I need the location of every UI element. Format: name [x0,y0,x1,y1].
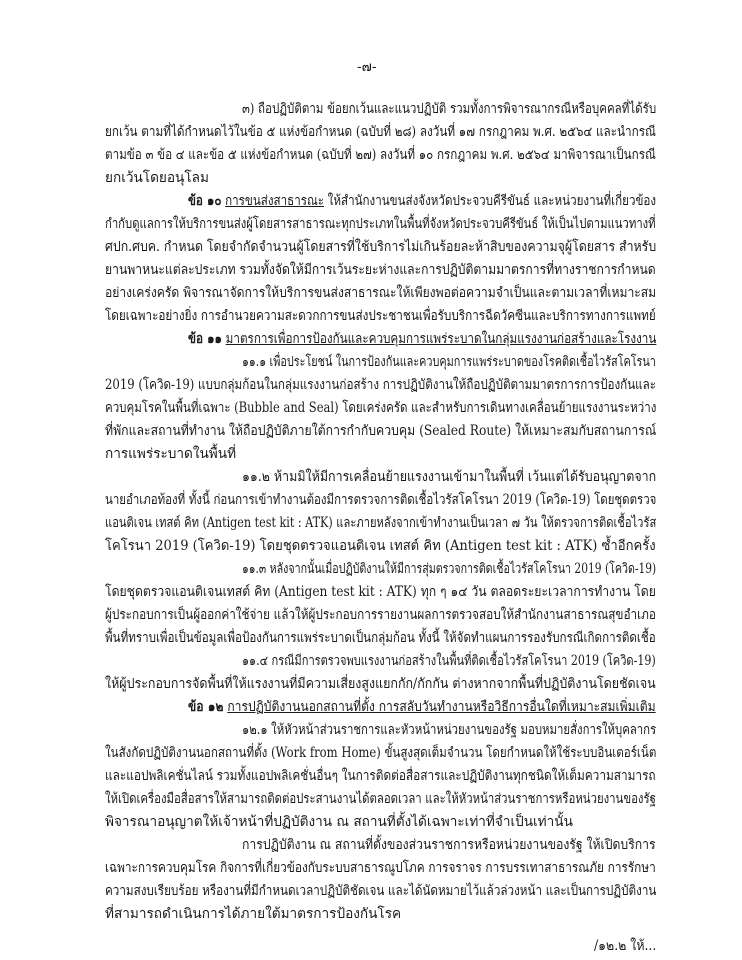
paragraph-line: การปฏิบัติงาน ณ สถานที่ตั้งของส่วนราชการหรือหน่วยงานของรัฐ ให้เปิดบริการ [242,837,656,853]
section-11-label: ข้อ ๑๑ [188,331,222,347]
paragraph-line: ๓) ถือปฏิบัติตาม ข้อยกเว้นและแนวปฏิบัติ รวมทั้งการพิจารณากรณีหรือบุคคลที่ได้รับ [242,101,657,117]
section-10-first-rest: ให้สำนักงานขนส่งจังหวัดประจวบคีรีขันธ์ และหน่วยงานที่เกี่ยวข้อง [323,193,657,209]
paragraph-line: และแอปพลิเคชั่นไลน์ รวมทั้งแอปพลิเคชั่นอื่นๆ ในการติดต่อสื่อสารและปฏิบัติงานทุกชนิดให้เต็มความสามารถ [105,768,656,784]
paragraph-line: โดยเฉพาะอย่างยิ่ง การอำนวยความสะดวกการขนส่งประชาชนเพื่อรับบริการฉีดวัคซีนและบริการทางการแพทย์ [105,308,656,324]
paragraph-line: ยกเว้นโดยอนุโลม [105,170,209,186]
paragraph-line: 2019 (โควิด-19) แบบกลุ่มก้อนในกลุ่มแรงงานก่อสร้าง การปฏิบัติงานให้ถือปฏิบัติตามมาตรการการป้องกันและ [105,377,657,393]
paragraph-line: ๑๑.๔ กรณีมีการตรวจพบแรงงานก่อสร้างในพื้นที่ติดเชื้อไวรัสโคโรนา 2019 (โควิด-19) [242,653,656,669]
paragraph-line: ที่พักและสถานที่ทำงาน ให้ถือปฏิบัติภายใต้การกำกับควบคุม (Sealed Route) ให้เหมาะสมกับสถานการณ์ [105,423,657,439]
paragraph-line: ควบคุมโรคในพื้นที่เฉพาะ (Bubble and Seal) โดยเคร่งครัด และสำหรับการเดินทางเคลื่อนย้ายแรงงานระหว่าง [105,400,657,416]
paragraph-line: โดยชุดตรวจแอนติเจนเทสต์ คิท (Antigen test kit : ATK) ทุก ๆ ๑๔ วัน ตลอดระยะเวลาการทำงาน โดย [105,584,656,600]
paragraph-line: ยกเว้น ตามที่ได้กำหนดไว้ในข้อ ๕ แห่งข้อกำหนด (ฉบับที่ ๒๘) ลงวันที่ ๑๗ กรกฎาคม พ.ศ. ๒๕๖๔ และนำกรณี [105,124,656,140]
section-10-heading: การขนส่งสาธารณะ [225,193,324,209]
paragraph-line: โคโรนา 2019 (โควิด-19) โดยชุดตรวจแอนติเจน เทสต์ คิท (Antigen test kit : ATK) ซ้ำอีกครั้ง [105,538,656,554]
paragraph-line: ให้เปิดเครื่องมือสื่อสารให้สามารถติดต่อประสานงานได้ตลอดเวลา และให้หัวหน้าส่วนราชการหรือหน่วยงานของรัฐ [105,791,656,807]
paragraph-line: พิจารณาอนุญาตให้เจ้าหน้าที่ปฏิบัติงาน ณ สถานที่ตั้งได้เฉพาะเท่าที่จำเป็นเท่านั้น [105,814,573,830]
paragraph-line: การแพร่ระบาดในพื้นที่ [105,446,237,462]
section-10-label: ข้อ ๑๐ [188,193,222,209]
paragraph-line: ให้ผู้ประกอบการจัดพื้นที่ให้แรงงานที่มีความเสี่ยงสูงแยกกัก/กักกัน ต่างหากจากพื้นที่ปฏิบัติงานโดยชัดเจน [105,676,656,692]
paragraph-line: ศปก.ศบค. กำหนด โดยจำกัดจำนวนผู้โดยสารที่ใช้บริการไม่เกินร้อยละห้าสิบของความจุผู้โดยสาร สำหรับ [105,239,657,255]
paragraph-line: ตามข้อ ๓ ข้อ ๔ และข้อ ๕ แห่งข้อกำหนด (ฉบับที่ ๒๗) ลงวันที่ ๑๐ กรกฎาคม พ.ศ. ๒๕๖๔ มาพิจารณาเป็นกรณี [105,147,656,163]
paragraph-line: อย่างเคร่งครัด พิจารณาจัดการให้บริการขนส่งสาธารณะให้เพียงพอต่อความจำเป็นและตามเวลาที่เหมาะสม [105,285,657,301]
section-12-first-line [188,698,656,716]
paragraph-line: ยานพาหนะแต่ละประเภท รวมทั้งจัดให้มีการเว้นระยะห่างและการปฏิบัติตามมาตรการที่ทางราชการกำหนด [105,262,656,278]
page-number: -๗- [357,59,377,75]
section-11-first-line [188,330,656,348]
section-12-label: ข้อ ๑๒ [188,699,224,715]
paragraph-line: ในสังกัดปฏิบัติงานนอกสถานที่ตั้ง (Work from Home) ขั้นสูงสุดเต็มจำนวน โดยกำหนดให้ใช้ระบบอินเตอร์เน็ต [105,745,657,761]
paragraph-line: ๑๒.๑ ให้หัวหน้าส่วนราชการและหัวหน้าหน่วยงานของรัฐ มอบหมายสั่งการให้บุคลากร [242,722,657,738]
paragraph-line: ๑๑.๒ ห้ามมิให้มีการเคลื่อนย้ายแรงงานเข้ามาในพื้นที่ เว้นแต่ได้รับอนุญาตจาก [242,469,657,485]
section-12-heading: การปฏิบัติงานนอกสถานที่ตั้ง การสลับวันทำงานหรือวิธีการอื่นใดที่เหมาะสมเพิ่มเติม [227,699,656,715]
paragraph-line: ความสงบเรียบร้อย หรืองานที่มีกำหนดเวลาปฏิบัติชัดเจน และได้นัดหมายไว้แล้วล่วงหน้า และเป็นการปฏิบัติงาน [105,883,657,899]
paragraph-line: เฉพาะการควบคุมโรค กิจการที่เกี่ยวข้องกับระบบสาธารณูปโภค การจราจร การบรรเทาสาธารณภัย การรักษา [105,860,656,876]
paragraph-line: แอนติเจน เทสต์ คิท (Antigen test kit : ATK) และภายหลังจากเข้าทำงานเป็นเวลา ๗ วัน ให้ตรวจการติดเชื้อไวรัส [105,515,657,531]
paragraph-line: ที่สามารถดำเนินการได้ภายใต้มาตรการป้องกันโรค [105,906,402,922]
continuation-marker: /๑๒.๒ ให้... [594,938,657,954]
paragraph-line: นายอำเภอท้องที่ ทั้งนี้ ก่อนการเข้าทำงานต้องมีการตรวจการติดเชื้อไวรัสโคโรนา 2019 (โควิด-19) โดยชุดตรวจ [105,492,657,508]
paragraph-line: พื้นที่ทราบเพื่อเป็นข้อมูลเพื่อป้องกันการแพร่ระบาดเป็นกลุ่มก้อน ทั้งนี้ ให้จัดทำแผนการรองรับกรณีเกิดการติดเชื้อ [105,630,656,646]
paragraph-line: ผู้ประกอบการเป็นผู้ออกค่าใช้จ่าย แล้วให้ผู้ประกอบการรายงานผลการตรวจสอบให้สำนักงานสาธารณสุขอำเภอ [105,607,656,623]
paragraph-line: ๑๑.๑ เพื่อประโยชน์ ในการป้องกันและควบคุมการแพร่ระบาดของโรคติดเชื้อไวรัสโคโรนา [242,354,656,370]
paragraph-line: ๑๑.๓ หลังจากนั้นเมื่อปฏิบัติงานให้มีการสุ่มตรวจการติดเชื้อไวรัสโคโรนา 2019 (โควิด-19) [242,561,657,577]
section-11-heading: มาตรการเพื่อการป้องกันและควบคุมการแพร่ระบาดในกลุ่มแรงงานก่อสร้างและโรงงาน [225,331,657,347]
paragraph-line: กำกับดูแลการให้บริการขนส่งผู้โดยสารสาธารณะทุกประเภทในพื้นที่จังหวัดประจวบคีรีขันธ์ ให้เป็นไปตามแนวทางที่ [105,216,656,232]
section-10-first-line [188,192,656,210]
